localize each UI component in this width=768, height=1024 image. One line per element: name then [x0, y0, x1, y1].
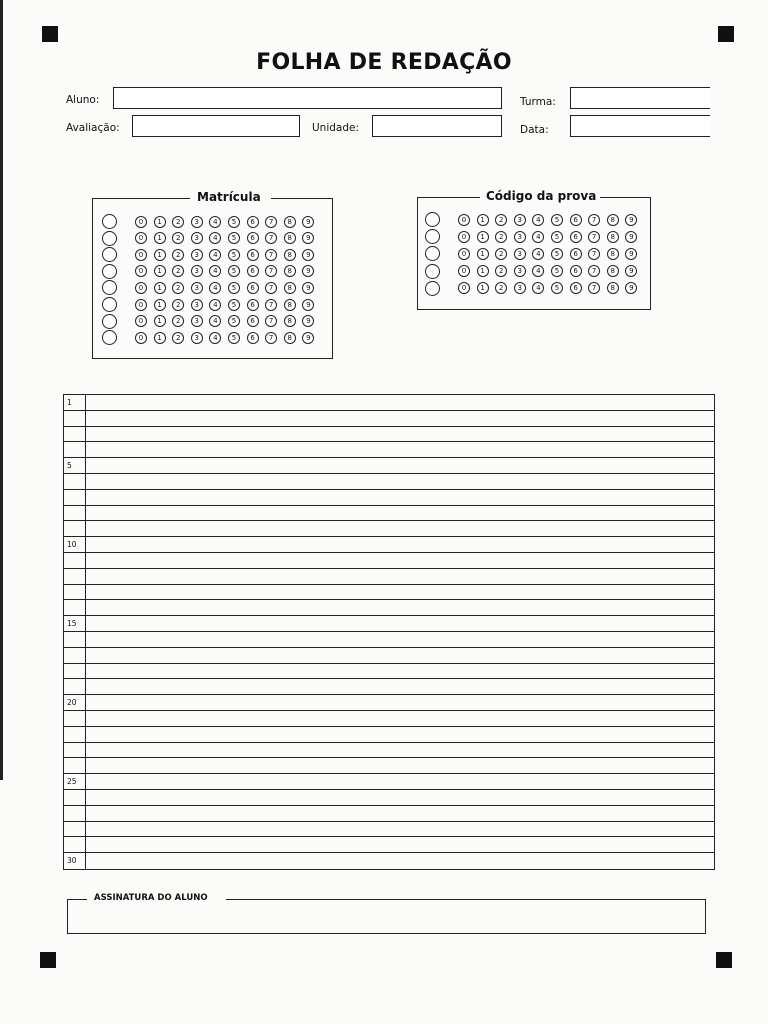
essay-line-number	[64, 521, 86, 536]
matricula-digit-bubble[interactable]: 0	[135, 249, 147, 261]
matricula-digit-bubble[interactable]: 5	[228, 249, 240, 261]
codigo-prova-row-marker[interactable]	[425, 264, 440, 279]
essay-line-number	[64, 727, 86, 742]
matricula-digit-bubble[interactable]: 1	[154, 332, 166, 344]
codigo-prova-digit-bubble[interactable]: 0	[458, 248, 470, 260]
matricula-digit-bubble[interactable]: 4	[209, 315, 221, 327]
aluno-label: Aluno:	[66, 94, 100, 106]
essay-line-writing-area[interactable]	[86, 442, 714, 457]
matricula-digit-bubble[interactable]: 9	[302, 232, 314, 244]
unidade-field-box	[372, 115, 502, 137]
matricula-digit-bubble[interactable]: 2	[172, 315, 184, 327]
matricula-digit-bubble[interactable]: 4	[209, 299, 221, 311]
essay-line-writing-area[interactable]	[86, 490, 714, 505]
essay-line[interactable]	[64, 695, 714, 711]
matricula-row	[102, 264, 321, 279]
matricula-digit-bubble[interactable]: 7	[265, 282, 277, 294]
codigo-prova-row	[425, 264, 644, 279]
essay-line[interactable]	[64, 427, 714, 443]
unidade-label: Unidade:	[312, 122, 360, 134]
scan-edge	[0, 0, 3, 780]
codigo-prova-digit-bubble[interactable]: 7	[588, 248, 600, 260]
essay-line[interactable]	[64, 442, 714, 458]
codigo-prova-digit-bubble[interactable]: 8	[607, 282, 619, 294]
essay-line-writing-area[interactable]	[86, 664, 714, 679]
matricula-digit-bubble[interactable]: 7	[265, 332, 277, 344]
matricula-digit-bubble[interactable]: 4	[209, 249, 221, 261]
essay-line-number	[64, 474, 86, 489]
codigo-prova-row	[425, 212, 644, 227]
essay-line[interactable]	[64, 711, 714, 727]
codigo-prova-digit-bubble[interactable]: 2	[495, 214, 507, 226]
essay-line[interactable]	[64, 632, 714, 648]
codigo-prova-top-line-left	[417, 197, 480, 198]
essay-line-writing-area[interactable]	[86, 790, 714, 805]
matricula-digit-bubble[interactable]: 7	[265, 265, 277, 277]
matricula-row	[102, 214, 321, 229]
essay-line[interactable]	[64, 521, 714, 537]
codigo-prova-digit-bubble[interactable]: 9	[625, 248, 637, 260]
matricula-digit-bubble[interactable]: 0	[135, 299, 147, 311]
essay-line-number	[64, 490, 86, 505]
codigo-prova-row-marker[interactable]	[425, 229, 440, 244]
essay-line[interactable]	[64, 506, 714, 522]
matricula-digit-bubble[interactable]: 9	[302, 216, 314, 228]
aluno-input[interactable]	[114, 90, 501, 110]
matricula-digit-bubble[interactable]: 8	[284, 265, 296, 277]
essay-line-writing-area[interactable]	[86, 569, 714, 584]
matricula-digit-bubble[interactable]: 1	[154, 282, 166, 294]
codigo-prova-digit-bubble[interactable]: 5	[551, 282, 563, 294]
matricula-digit-bubble[interactable]: 9	[302, 282, 314, 294]
matricula-row-marker[interactable]	[102, 330, 117, 345]
essay-line-number	[64, 585, 86, 600]
essay-line[interactable]	[64, 853, 714, 869]
matricula-digit-bubble[interactable]: 6	[247, 332, 259, 344]
essay-line-writing-area[interactable]	[86, 395, 714, 410]
codigo-prova-digit-bubble[interactable]: 8	[607, 231, 619, 243]
essay-line[interactable]	[64, 648, 714, 664]
essay-line[interactable]	[64, 806, 714, 822]
codigo-prova-digit-bubble[interactable]: 1	[477, 231, 489, 243]
signature-field[interactable]	[67, 899, 706, 934]
essay-line[interactable]	[64, 837, 714, 853]
codigo-prova-digit-bubble[interactable]: 8	[607, 265, 619, 277]
matricula-digit-bubble[interactable]: 5	[228, 232, 240, 244]
codigo-prova-digit-bubble[interactable]: 4	[532, 231, 544, 243]
matricula-digit-bubble[interactable]: 6	[247, 265, 259, 277]
essay-line-writing-area[interactable]	[86, 853, 714, 869]
codigo-prova-digit-bubble[interactable]: 9	[625, 265, 637, 277]
essay-line[interactable]	[64, 458, 714, 474]
matricula-digit-bubble[interactable]: 8	[284, 299, 296, 311]
essay-line[interactable]	[64, 727, 714, 743]
matricula-digit-bubble[interactable]: 2	[172, 216, 184, 228]
essay-line[interactable]	[64, 474, 714, 490]
matricula-digit-bubble[interactable]: 3	[191, 249, 203, 261]
matricula-digit-bubble[interactable]: 8	[284, 249, 296, 261]
essay-line-number	[64, 442, 86, 457]
matricula-digit-bubble[interactable]: 0	[135, 265, 147, 277]
matricula-digit-bubble[interactable]: 6	[247, 282, 259, 294]
essay-line[interactable]	[64, 569, 714, 585]
essay-line-writing-area[interactable]	[86, 806, 714, 821]
codigo-prova-digit-bubble[interactable]: 3	[514, 248, 526, 260]
matricula-digit-bubble[interactable]: 1	[154, 265, 166, 277]
matricula-digit-bubble[interactable]: 7	[265, 315, 277, 327]
codigo-prova-digit-bubble[interactable]: 5	[551, 248, 563, 260]
codigo-prova-digit-bubble[interactable]: 0	[458, 282, 470, 294]
data-input[interactable]	[571, 118, 710, 138]
essay-line-number	[64, 411, 86, 426]
matricula-row-marker[interactable]	[102, 231, 117, 246]
aluno-field-box	[113, 87, 502, 109]
matricula-digit-bubble[interactable]: 2	[172, 299, 184, 311]
essay-line[interactable]	[64, 537, 714, 553]
essay-line-writing-area[interactable]	[86, 474, 714, 489]
data-field-box	[570, 115, 710, 137]
codigo-prova-digit-bubble[interactable]: 1	[477, 265, 489, 277]
matricula-digit-bubble[interactable]: 8	[284, 282, 296, 294]
matricula-digit-bubble[interactable]: 3	[191, 332, 203, 344]
matricula-digit-bubble[interactable]: 1	[154, 299, 166, 311]
matricula-digit-bubble[interactable]: 2	[172, 249, 184, 261]
matricula-row	[102, 231, 321, 246]
essay-line-writing-area[interactable]	[86, 648, 714, 663]
matricula-row-marker[interactable]	[102, 247, 117, 262]
matricula-digit-bubble[interactable]: 4	[209, 332, 221, 344]
essay-line[interactable]	[64, 411, 714, 427]
page-title: FOLHA DE REDAÇÃO	[256, 50, 512, 75]
codigo-prova-digit-bubble[interactable]: 3	[514, 265, 526, 277]
essay-line-writing-area[interactable]	[86, 506, 714, 521]
registration-mark-top-left	[42, 26, 58, 42]
essay-line-writing-area[interactable]	[86, 822, 714, 837]
matricula-digit-bubble[interactable]: 1	[154, 249, 166, 261]
essay-lines-area	[63, 394, 715, 870]
matricula-digit-bubble[interactable]: 5	[228, 332, 240, 344]
essay-line-number: 30	[64, 853, 86, 869]
data-label: Data:	[520, 124, 549, 136]
matricula-digit-bubble[interactable]: 5	[228, 216, 240, 228]
codigo-prova-digit-bubble[interactable]: 3	[514, 214, 526, 226]
matricula-row-marker[interactable]	[102, 214, 117, 229]
essay-line[interactable]	[64, 679, 714, 695]
matricula-digit-bubble[interactable]: 2	[172, 332, 184, 344]
codigo-prova-digit-bubble[interactable]: 6	[570, 265, 582, 277]
matricula-digit-bubble[interactable]: 8	[284, 332, 296, 344]
codigo-prova-title: Código da prova	[482, 189, 600, 203]
matricula-digit-bubble[interactable]: 4	[209, 282, 221, 294]
essay-line[interactable]	[64, 790, 714, 806]
essay-line[interactable]	[64, 758, 714, 774]
codigo-prova-row	[425, 281, 644, 296]
matricula-digit-bubble[interactable]: 6	[247, 315, 259, 327]
matricula-digit-bubble[interactable]: 6	[247, 216, 259, 228]
registration-mark-bottom-right	[716, 952, 732, 968]
matricula-digit-bubble[interactable]: 5	[228, 282, 240, 294]
matricula-row	[102, 247, 321, 262]
codigo-prova-digit-bubble[interactable]: 3	[514, 231, 526, 243]
signature-label: ASSINATURA DO ALUNO	[90, 893, 212, 903]
essay-line-number	[64, 837, 86, 852]
essay-line-writing-area[interactable]	[86, 774, 714, 789]
codigo-prova-digit-bubble[interactable]: 4	[532, 248, 544, 260]
matricula-top-line-right	[271, 198, 333, 199]
essay-line-writing-area[interactable]	[86, 695, 714, 710]
matricula-digit-bubble[interactable]: 6	[247, 249, 259, 261]
codigo-prova-digit-bubble[interactable]: 1	[477, 214, 489, 226]
matricula-row	[102, 330, 321, 345]
essay-line-number	[64, 648, 86, 663]
codigo-prova-digit-bubble[interactable]: 7	[588, 282, 600, 294]
codigo-prova-row	[425, 246, 644, 261]
matricula-digit-bubble[interactable]: 4	[209, 265, 221, 277]
matricula-digit-bubble[interactable]: 8	[284, 232, 296, 244]
matricula-digit-bubble[interactable]: 4	[209, 232, 221, 244]
essay-line-number	[64, 822, 86, 837]
essay-line-number	[64, 664, 86, 679]
matricula-digit-bubble[interactable]: 5	[228, 315, 240, 327]
matricula-digit-bubble[interactable]: 0	[135, 332, 147, 344]
codigo-prova-digit-bubble[interactable]: 7	[588, 214, 600, 226]
codigo-prova-row-marker[interactable]	[425, 212, 440, 227]
codigo-prova-digit-bubble[interactable]: 6	[570, 214, 582, 226]
matricula-digit-bubble[interactable]: 5	[228, 299, 240, 311]
matricula-digit-bubble[interactable]: 9	[302, 265, 314, 277]
essay-line[interactable]	[64, 743, 714, 759]
essay-line[interactable]	[64, 664, 714, 680]
essay-line-writing-area[interactable]	[86, 458, 714, 473]
matricula-digit-bubble[interactable]: 3	[191, 265, 203, 277]
matricula-row-marker[interactable]	[102, 297, 117, 312]
essay-line-number	[64, 679, 86, 694]
codigo-prova-digit-bubble[interactable]: 8	[607, 214, 619, 226]
matricula-digit-bubble[interactable]: 0	[135, 315, 147, 327]
essay-line-writing-area[interactable]	[86, 537, 714, 552]
matricula-digit-bubble[interactable]: 7	[265, 216, 277, 228]
codigo-prova-digit-bubble[interactable]: 7	[588, 231, 600, 243]
matricula-digit-bubble[interactable]: 3	[191, 315, 203, 327]
turma-input[interactable]	[571, 90, 710, 110]
matricula-digit-bubble[interactable]: 2	[172, 232, 184, 244]
essay-line[interactable]	[64, 600, 714, 616]
avaliacao-field-box	[132, 115, 300, 137]
essay-line-writing-area[interactable]	[86, 616, 714, 631]
essay-line-writing-area[interactable]	[86, 600, 714, 615]
codigo-prova-digit-bubble[interactable]: 5	[551, 214, 563, 226]
matricula-digit-bubble[interactable]: 0	[135, 232, 147, 244]
essay-line-writing-area[interactable]	[86, 679, 714, 694]
matricula-digit-bubble[interactable]: 3	[191, 299, 203, 311]
matricula-top-line-left	[92, 198, 190, 199]
registration-mark-top-right	[718, 26, 734, 42]
codigo-prova-digit-bubble[interactable]: 9	[625, 282, 637, 294]
matricula-digit-bubble[interactable]: 3	[191, 282, 203, 294]
matricula-digit-bubble[interactable]: 8	[284, 216, 296, 228]
codigo-prova-digit-bubble[interactable]: 4	[532, 265, 544, 277]
matricula-row-marker[interactable]	[102, 314, 117, 329]
essay-line-number	[64, 632, 86, 647]
essay-line-number	[64, 569, 86, 584]
essay-line-number	[64, 711, 86, 726]
matricula-digit-bubble[interactable]: 1	[154, 216, 166, 228]
essay-line[interactable]	[64, 490, 714, 506]
matricula-digit-bubble[interactable]: 7	[265, 232, 277, 244]
essay-line-writing-area[interactable]	[86, 837, 714, 852]
essay-line-number: 25	[64, 774, 86, 789]
codigo-prova-digit-bubble[interactable]: 5	[551, 231, 563, 243]
essay-line-number	[64, 790, 86, 805]
codigo-prova-digit-bubble[interactable]: 2	[495, 282, 507, 294]
essay-line[interactable]	[64, 395, 714, 411]
essay-line-number	[64, 553, 86, 568]
codigo-prova-digit-bubble[interactable]: 8	[607, 248, 619, 260]
codigo-prova-digit-bubble[interactable]: 6	[570, 231, 582, 243]
matricula-digit-bubble[interactable]: 9	[302, 332, 314, 344]
essay-line[interactable]	[64, 553, 714, 569]
essay-line-writing-area[interactable]	[86, 427, 714, 442]
matricula-digit-bubble[interactable]: 6	[247, 232, 259, 244]
codigo-prova-digit-bubble[interactable]: 9	[625, 214, 637, 226]
essay-line-number	[64, 427, 86, 442]
codigo-prova-digit-bubble[interactable]: 6	[570, 248, 582, 260]
essay-line[interactable]	[64, 585, 714, 601]
essay-line-number: 5	[64, 458, 86, 473]
unidade-input[interactable]	[373, 118, 501, 138]
matricula-row-marker[interactable]	[102, 280, 117, 295]
matricula-digit-bubble[interactable]: 8	[284, 315, 296, 327]
matricula-row	[102, 297, 321, 312]
matricula-digit-bubble[interactable]: 9	[302, 299, 314, 311]
codigo-prova-digit-bubble[interactable]: 0	[458, 214, 470, 226]
turma-label: Turma:	[520, 96, 556, 108]
essay-line-writing-area[interactable]	[86, 743, 714, 758]
essay-line-number: 1	[64, 395, 86, 410]
essay-line[interactable]	[64, 616, 714, 632]
codigo-prova-row-marker[interactable]	[425, 281, 440, 296]
avaliacao-label: Avaliação:	[66, 122, 120, 134]
matricula-row-marker[interactable]	[102, 264, 117, 279]
matricula-title: Matrícula	[193, 190, 265, 204]
matricula-digit-bubble[interactable]: 1	[154, 315, 166, 327]
matricula-digit-bubble[interactable]: 0	[135, 282, 147, 294]
codigo-prova-digit-bubble[interactable]: 4	[532, 282, 544, 294]
codigo-prova-digit-bubble[interactable]: 0	[458, 231, 470, 243]
essay-line-number: 20	[64, 695, 86, 710]
codigo-prova-digit-bubble[interactable]: 9	[625, 231, 637, 243]
matricula-digit-bubble[interactable]: 5	[228, 265, 240, 277]
codigo-prova-digit-bubble[interactable]: 1	[477, 282, 489, 294]
matricula-digit-bubble[interactable]: 2	[172, 265, 184, 277]
essay-line-writing-area[interactable]	[86, 758, 714, 773]
matricula-digit-bubble[interactable]: 3	[191, 232, 203, 244]
essay-line-writing-area[interactable]	[86, 711, 714, 726]
essay-line-writing-area[interactable]	[86, 727, 714, 742]
codigo-prova-digit-bubble[interactable]: 3	[514, 282, 526, 294]
essay-line-writing-area[interactable]	[86, 585, 714, 600]
matricula-digit-bubble[interactable]: 0	[135, 216, 147, 228]
matricula-row	[102, 280, 321, 295]
essay-line-number: 15	[64, 616, 86, 631]
codigo-prova-digit-bubble[interactable]: 7	[588, 265, 600, 277]
essay-line-number	[64, 506, 86, 521]
essay-line-writing-area[interactable]	[86, 521, 714, 536]
essay-line-writing-area[interactable]	[86, 553, 714, 568]
matricula-digit-bubble[interactable]: 4	[209, 216, 221, 228]
codigo-prova-row	[425, 229, 644, 244]
matricula-digit-bubble[interactable]: 1	[154, 232, 166, 244]
avaliacao-input[interactable]	[133, 118, 299, 138]
essay-line-writing-area[interactable]	[86, 411, 714, 426]
essay-line-number	[64, 600, 86, 615]
matricula-digit-bubble[interactable]: 7	[265, 249, 277, 261]
codigo-prova-digit-bubble[interactable]: 2	[495, 265, 507, 277]
essay-line-number	[64, 806, 86, 821]
matricula-digit-bubble[interactable]: 3	[191, 216, 203, 228]
codigo-prova-digit-bubble[interactable]: 1	[477, 248, 489, 260]
matricula-digit-bubble[interactable]: 2	[172, 282, 184, 294]
matricula-digit-bubble[interactable]: 9	[302, 315, 314, 327]
essay-line[interactable]	[64, 774, 714, 790]
essay-line-number	[64, 758, 86, 773]
codigo-prova-row-marker[interactable]	[425, 246, 440, 261]
codigo-prova-digit-bubble[interactable]: 6	[570, 282, 582, 294]
codigo-prova-digit-bubble[interactable]: 2	[495, 248, 507, 260]
codigo-prova-digit-bubble[interactable]: 4	[532, 214, 544, 226]
turma-field-box	[570, 87, 710, 109]
codigo-prova-digit-bubble[interactable]: 0	[458, 265, 470, 277]
matricula-digit-bubble[interactable]: 9	[302, 249, 314, 261]
essay-line-number: 10	[64, 537, 86, 552]
essay-line[interactable]	[64, 822, 714, 838]
matricula-digit-bubble[interactable]: 7	[265, 299, 277, 311]
essay-line-writing-area[interactable]	[86, 632, 714, 647]
codigo-prova-digit-bubble[interactable]: 2	[495, 231, 507, 243]
registration-mark-bottom-left	[40, 952, 56, 968]
essay-line-number	[64, 743, 86, 758]
matricula-row	[102, 314, 321, 329]
matricula-digit-bubble[interactable]: 6	[247, 299, 259, 311]
codigo-prova-digit-bubble[interactable]: 5	[551, 265, 563, 277]
